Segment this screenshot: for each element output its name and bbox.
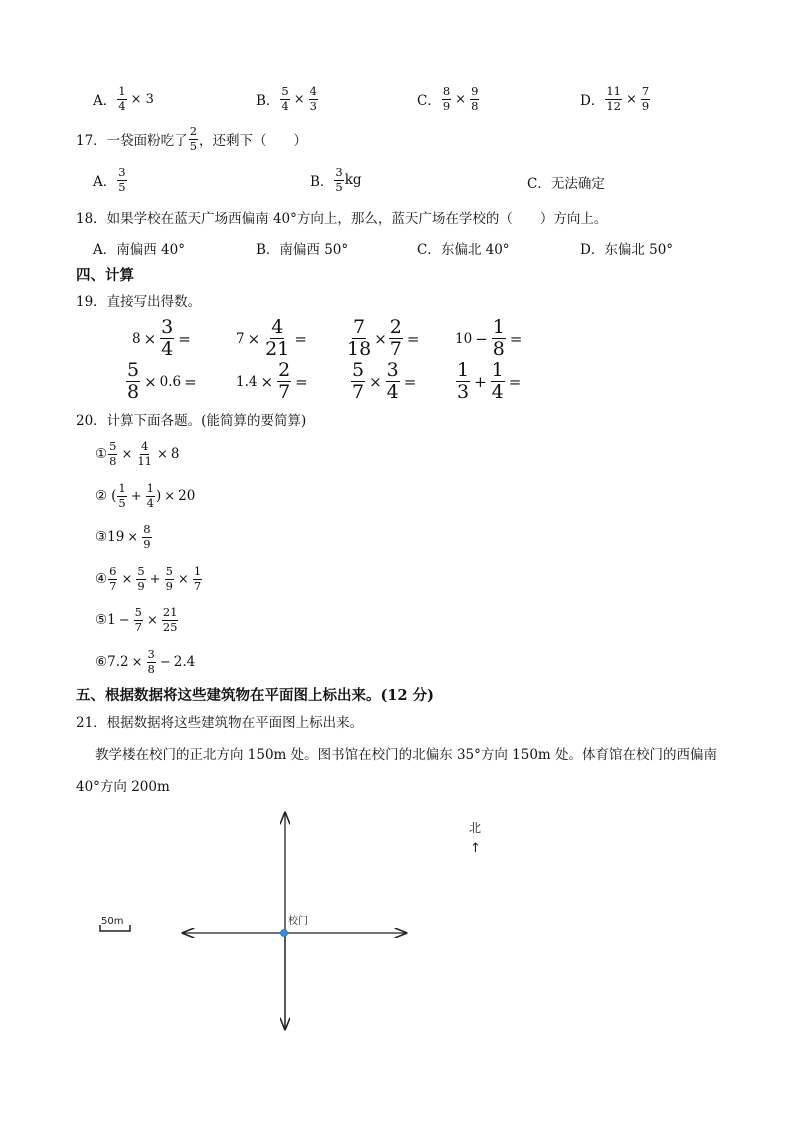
q21-description-line2: 40°方向 200m: [76, 779, 170, 795]
north-label: 北: [469, 821, 482, 835]
q17-option-b[interactable]: B． $\frac{3}{5}$ kg: [310, 165, 362, 194]
q18-option-c[interactable]: C．东偏北 40°: [417, 242, 510, 258]
q20-problem-5: ⑤ 1 − $\frac{5}{7}$ × $\frac{21}{25}$: [95, 605, 178, 634]
q19-expr-7: $\frac{5}{7}$ × $\frac{3}{4}$ =: [352, 359, 417, 403]
q20-problem-3: ③ 19 × $\frac{8}{9}$: [95, 522, 151, 551]
q20-stem: 20．计算下面各题。(能简算的要简算): [76, 413, 307, 429]
q19-expr-6: 1.4 × $\frac{2}{7}$ =: [236, 359, 308, 403]
q18-stem: 18．如果学校在蓝天广场西偏南 40°方向上，那么，蓝天广场在学校的（ ）方向上。: [76, 211, 608, 227]
q20-problem-1: ① $\frac{5}{8}$ × $\frac{4}{11}$ × 8: [95, 439, 180, 468]
q16-option-d[interactable]: D． $\frac{11}{12}$ × $\frac{7}{9}$: [580, 84, 650, 113]
q21-stem: 21．根据数据将这些建筑物在平面图上标出来。: [76, 715, 364, 731]
q17-option-a[interactable]: A． $\frac{3}{5}$: [93, 165, 126, 194]
q16-option-c[interactable]: C． $\frac{8}{9}$ × $\frac{9}{8}$: [417, 84, 479, 113]
q18-option-b[interactable]: B．南偏西 50°: [256, 242, 349, 258]
q18-option-a[interactable]: A．南偏西 40°: [93, 242, 185, 258]
q19-stem: 19．直接写出得数。: [76, 294, 202, 310]
q21-description-line1: 教学楼在校门的正北方向 150m 处。图书馆在校门的北偏东 35°方向 150m 处。体育馆在校门的西偏南: [95, 747, 718, 763]
q19-expr-8: $\frac{1}{3}$ + $\frac{1}{4}$ =: [457, 359, 522, 403]
q20-problem-4: ④ $\frac{6}{7}$ × $\frac{5}{9}$ + $\frac{5}{9}$ × $\frac{1}{7}$: [95, 564, 202, 593]
scale-label: 50m: [101, 916, 124, 927]
section4-title: 四、计算: [76, 267, 134, 284]
q20-problem-6: ⑥ 7.2 × $\frac{3}{8}$ − 2.4: [95, 647, 196, 676]
q17-stem: 17．一袋面粉吃了 $\frac{2}{5}$ ，还剩下（ ）: [76, 124, 308, 153]
q19-expr-4: 10 − $\frac{1}{8}$ =: [455, 316, 523, 360]
school-gate-point[interactable]: [281, 930, 288, 937]
q20-problem-2: ② ( $\frac{1}{5}$ + $\frac{1}{4}$ ) × 20: [95, 481, 196, 510]
q18-option-d[interactable]: D．东偏北 50°: [580, 242, 674, 258]
section5-title: 五、根据数据将这些建筑物在平面图上标出来。(12 分): [76, 687, 434, 704]
q19-expr-5: $\frac{5}{8}$ × 0.6 =: [127, 359, 197, 403]
q16-option-a[interactable]: A． $\frac{1}{4}$ × 3: [93, 84, 154, 113]
q19-expr-1: 8 × $\frac{3}{4}$ =: [132, 316, 191, 360]
north-arrow-icon: ↑: [470, 841, 481, 856]
fraction: $\frac{1}{4}$: [118, 84, 126, 113]
q19-expr-3: $\frac{7}{18}$ × $\frac{2}{7}$ =: [347, 316, 420, 360]
q19-expr-2: 7 × $\frac{4}{21}$ =: [236, 316, 307, 360]
origin-label: 校门: [288, 916, 308, 927]
map-diagram[interactable]: [0, 800, 793, 1050]
q17-option-c[interactable]: C．无法确定: [527, 176, 605, 192]
q16-option-b[interactable]: B． $\frac{5}{4}$ × $\frac{4}{3}$: [256, 84, 317, 113]
